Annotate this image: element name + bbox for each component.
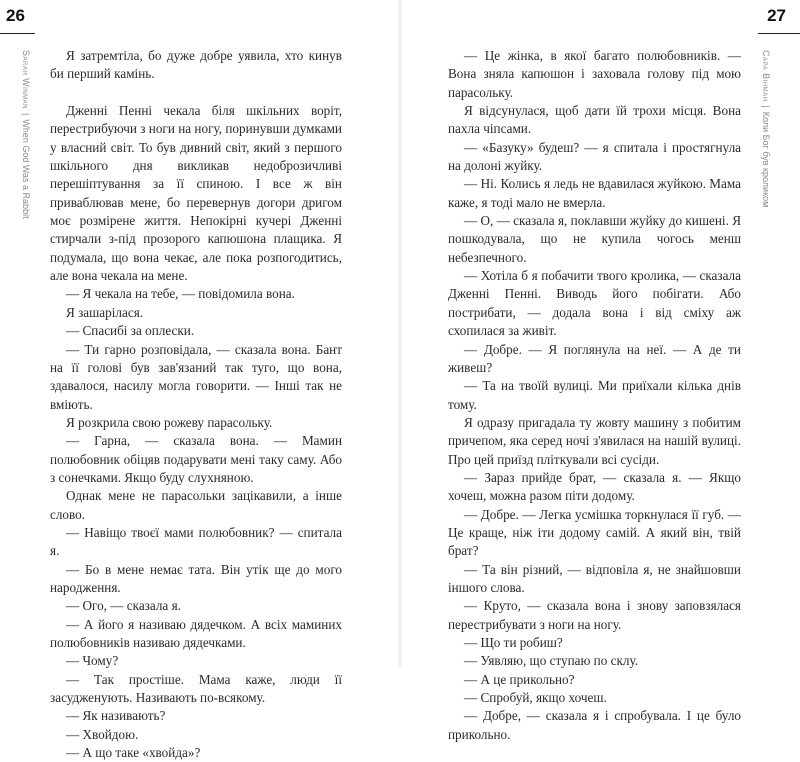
paragraph: Я одразу пригадала ту жовту машину з побитим причепом, яка серед ночі з'явилася на нашій вулиці. Про цей приїзд пліткували всі сусіди. [448,414,741,467]
paragraph: — «Базуку» будеш? — я спитала і простягнула на долоні жуйку. [448,139,741,174]
right-running-head-separator: | [761,105,771,108]
left-page-number: 26 [6,6,25,25]
right-running-head-author: Сара Вінман [761,50,771,102]
right-page-text [448,47,741,744]
paragraph: — Гарна, — сказала вона. — Мамин полюбовник обіцяв подарувати мені таку саму. Або з сонечками. Якщо буду слухняною. [50,433,342,485]
right-header-rule [758,33,800,34]
paragraph: — Уявляю, що ступаю по склу. [464,653,639,669]
paragraph: — Так простіше. Мама каже, люди її засудженують. Називають по-всякому. [50,671,342,706]
paragraph: — Що ти робиш? [464,635,563,650]
paragraph: — Чому? [66,653,119,669]
paragraph: — Круто, — сказала вона і знову заповзялася перестрибувати з ноги на ногу. [448,598,741,632]
right-page-number: 27 [767,6,786,25]
paragraph: — Бо в мене немає тата. Він утік ще до мого народження. [50,561,342,595]
paragraph: — Зараз прийде брат, — сказала я. — Якщо хочеш, можна разом піти додому. [448,469,741,504]
paragraph: — А що таке «хвойда»? [66,745,201,761]
paragraph: — Спробуй, якщо хочеш. [464,690,607,706]
paragraph: — Ні. Колись я ледь не вдавилася жуйкою. Мама каже, я тоді мало не вмерла. [448,176,741,210]
paragraph: — Як називають? [66,708,166,724]
left-running-head [21,50,31,219]
paragraph: — Я чекала на тебе, — повідомила вона. [66,286,295,302]
paragraph: — Добре. — Я поглянула на неї. — А де ти живеш? [448,341,741,375]
paragraph: Я розкрила свою рожеву парасольку. [66,414,273,430]
paragraph: — Добре. — Легка усмішка торкнулася її губ. — Це краще, ніж іти додому самій. А який він, твій брат? [448,506,741,559]
paragraph: — Хотіла б я побачити твого кролика, — сказала Дженні Пенні. Виводь його побігати. Або пострибати, — додала вона і від сміху аж схопилася за живіт. [448,268,741,339]
paragraph: — Ти гарно розповідала, — сказала вона. Бант на її голові був зав'язаний так туго, що вона, здавалося, насилу могла говорити. — Інші так не вміють. [50,341,342,412]
left-running-head-title: When God Was a Rabbit [21,119,31,219]
paragraph: — Та на твоїй вулиці. Ми приїхали кілька днів тому. [448,378,741,412]
right-running-head [761,50,771,207]
paragraph: Я затремтіла, бо дуже добре уявила, хто кинув би перший камінь. [50,48,342,82]
left-header-rule [0,33,35,34]
paragraph: — Це жінка, в якої багато полюбовників. — Вона зняла капюшон і заховала голову під мою парасольку. [448,48,741,100]
paragraph: Дженні Пенні чекала біля шкільних воріт, перестрибуючи з ноги на ногу, поринувши думками у власний світ. То був дивний світ, який з першого шкільного дня викликав недоброзичливі перешіптування за її спиною. І все ж він приваблював мене, бо перевернув догори дригом моє розмірене життя. Непокірні кучері Дженні стирчали з-під прозорого капюшона плащика. Я подумала, що вона чекає, але пока розпогодитись, але вона чекала на мене. [50,103,342,284]
right-running-head-title: Коли Бог був кроликом [761,111,771,208]
paragraph: — Добре, — сказала я і спробувала. І це було прикольно. [448,708,741,742]
left-running-head-separator: | [21,113,31,116]
paragraph: — А це прикольно? [464,671,575,687]
paragraph: — А його я називаю дядечком. А всіх маминих полюбовників називаю дядечками. [50,616,342,650]
paragraph: Однак мене не парасольки зацікавили, а інше слово. [50,488,342,522]
paragraph: Я зашарілася. [66,304,144,320]
paragraph: — Спасибі за оплески. [66,323,195,339]
paragraph: — Та він різний, — відповіла я, не знайшовши іншого слова. [448,561,741,595]
paragraph: — Ого, — сказала я. [66,598,181,614]
paragraph: — Хвойдою. [66,726,139,742]
paragraph: Я відсунулася, щоб дати їй трохи місця. Вона пахла чіпсами. [448,103,741,137]
paragraph: — Навіщо твоєї мами полюбовник? — спитала я. [50,524,342,559]
book-gutter [398,0,402,667]
left-running-head-author: Sarah Winman [21,50,31,110]
left-page-text [50,47,342,762]
paragraph: — О, — сказала я, поклавши жуйку до кишені. Я пошкодувала, що не купила чогось менш небезпечного. [448,213,741,265]
